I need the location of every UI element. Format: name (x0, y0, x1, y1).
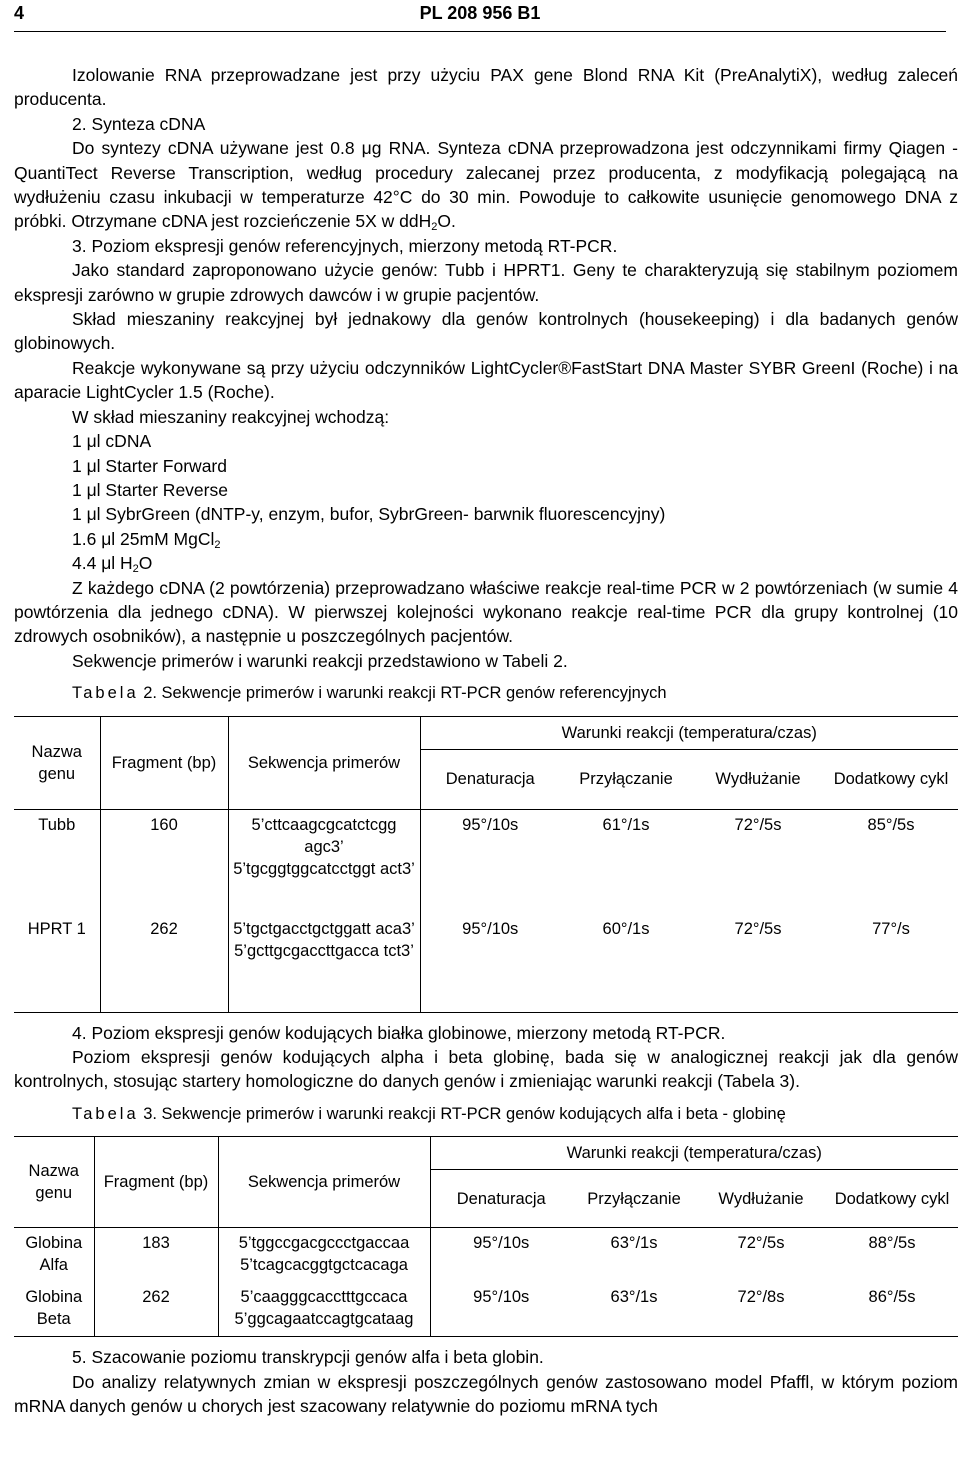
cell-fragment: 262 (100, 918, 228, 1013)
section-heading-2: 2. Synteza cDNA (72, 113, 206, 134)
cell-denaturation: 95°/10s (430, 1286, 572, 1337)
th-conditions: Warunki reakcji (temperatura/czas) (420, 716, 958, 749)
table-2-caption: Tabela 2. Sekwencje primerów i warunki reakcji RT-PCR genów referencyjnych (72, 684, 667, 703)
mix-item: 1 μl SybrGreen (dNTP-y, enzym, bufor, SybrGreen- barwnik fluorescencyjny) (72, 504, 666, 525)
th-extension: Wydłużanie (692, 749, 824, 809)
th-name: Nazwa genu (14, 716, 100, 809)
section-heading-5: 5. Szacowanie poziomu transkrypcji genów alfa i beta globin. (72, 1347, 544, 1368)
cell-fragment: 262 (94, 1286, 218, 1337)
th-extra-cycle: Dodatkowy cykl (826, 1170, 958, 1228)
cell-extra-cycle: 85°/5s (867, 815, 915, 834)
th-denaturation: Denaturacja (430, 1170, 572, 1228)
cell-annealing: 61°/1s (602, 815, 650, 834)
paragraph: Z każdego cDNA (2 powtórzenia) przeprowadzano właściwe reakcje real-time PCR w 2 powtórzeniach (w sumie 4 powtórzenia dla jednego cDNA). W pierwszej kolejności wykonano reakcje real-time PCR dla grupy kontrolnej (10 zdrowych osobników), a następnie u poszczególnych pacjentów. (14, 577, 958, 647)
cell-annealing: 60°/1s (560, 918, 692, 1013)
mix-item: 4.4 μl $H_2O$ (72, 553, 153, 576)
cell-denaturation: 95°/10s (420, 809, 560, 918)
mix-item: 1 μl Starter Forward (72, 455, 227, 476)
cell-gene: Tubb (14, 809, 100, 918)
cell-gene: HPRT 1 (14, 918, 100, 1013)
cell-sequence: 5’caagggcacctttgccaca 5’ggcagaatccagtgcataag (218, 1286, 430, 1337)
page-header (0, 0, 960, 34)
table-2 (14, 716, 958, 1013)
table-3 (14, 1136, 958, 1337)
mix-item: 1 μl cDNA (72, 431, 152, 452)
th-extension: Wydłużanie (696, 1170, 826, 1228)
th-sequence: Sekwencja primerów (218, 1137, 430, 1228)
mix-item: 1 μl Starter Reverse (72, 479, 228, 500)
paragraph: Do syntezy cDNA używane jest 0.8 μg RNA. Synteza cDNA przeprowadzona jest odczynnikami firmy Qiagen - QuantiTect Reverse Transcription, według procedury zalecanej przez producenta, z modyfikacją polegającą na wydłużeniu czasu inkubacji w temperaturze 42°C do 30 min. Powoduje to całkowite usunięcie genomowego DNA z próbki. Otrzymane cDNA jest rozcieńczenie 5X w ddH$_2$O. (14, 138, 958, 234)
th-annealing: Przyłączanie (560, 749, 692, 809)
cell-extra-cycle: 88°/5s (868, 1234, 916, 1253)
th-annealing: Przyłączanie (572, 1170, 696, 1228)
paragraph: Do analizy relatywnych zmian w ekspresji poszczególnych genów zastosowano model Pfaffl, w którym poziom mRNA danych genów u chorych jest szacowany relatywnie do poziomu mRNA tych (14, 1371, 958, 1416)
paragraph: Reakcje wykonywane są przy użyciu odczynników LightCycler®FastStart DNA Master SYBR GreenI (Roche) i na aparacie LightCycler 1.5 (Roche). (14, 357, 958, 403)
mix-item: 1.6 μl 25mM MgCl$_2$ (72, 528, 221, 551)
section-heading-4: 4. Poziom ekspresji genów kodujących białka globinowe, mierzony metodą RT-PCR. (72, 1022, 726, 1043)
cell-annealing: 63°/1s (572, 1286, 696, 1337)
mix-intro: W skład mieszaniny reakcyjnej wchodzą: (72, 406, 390, 427)
page-number: 4 (14, 3, 25, 23)
cell-extra-cycle: 86°/5s (826, 1286, 958, 1337)
th-denaturation: Denaturacja (420, 749, 560, 809)
cell-fragment: 160 (100, 809, 228, 918)
cell-extension: 72°/5s (692, 918, 824, 1013)
cell-extension: 72°/5s (734, 815, 782, 834)
header-rule (14, 31, 946, 32)
th-sequence: Sekwencja primerów (228, 716, 420, 809)
table-3-caption: Tabela 3. Sekwencje primerów i warunki reakcji RT-PCR genów kodujących alfa i beta - globinę (72, 1104, 786, 1123)
cell-sequence: 5’tggccgacgccctgaccaa 5’tcagcacggtgctcacaga (218, 1228, 430, 1287)
table-row (14, 1228, 958, 1287)
cell-sequence: 5’cttcaagcgcatctcgg agc3’ 5’tgcggtggcatcctggt act3’ (228, 809, 420, 918)
table-row (14, 809, 958, 918)
th-extra-cycle: Dodatkowy cykl (824, 749, 958, 809)
cell-denaturation: 95°/10s (420, 918, 560, 1013)
paragraph: Poziom ekspresji genów kodujących alpha i beta globinę, bada się w analogicznej reakcji jak dla genów kontrolnych, stosując startery homologiczne do danych genów i zmieniając warunki reakcji (Tabela 3). (14, 1046, 958, 1092)
table-row (14, 918, 958, 1013)
cell-extension: 72°/5s (737, 1234, 785, 1253)
paragraph: Skład mieszaniny reakcyjnej był jednakowy dla genów kontrolnych (housekeeping) i dla badanych genów globinowych. (14, 309, 958, 354)
th-fragment: Fragment (bp) (94, 1137, 218, 1228)
cell-extra-cycle: 77°/s (824, 918, 958, 1013)
patent-number: PL 208 956 B1 (419, 3, 541, 23)
th-fragment: Fragment (bp) (100, 716, 228, 809)
paragraph: Sekwencje primerów i warunki reakcji przedstawiono w Tabeli 2. (72, 650, 568, 671)
paragraph: Jako standard zaproponowano użycie genów: Tubb i HPRT1. Geny te charakteryzują się stabilnym poziomem ekspresji zarówno w grupie zdrowych dawców i w grupie pacjentów. (14, 260, 958, 305)
cell-gene: Globina Beta (14, 1286, 94, 1337)
cell-annealing: 63°/1s (610, 1234, 658, 1253)
cell-fragment: 183 (94, 1228, 218, 1287)
table-row (14, 1286, 958, 1337)
th-name: Nazwa genu (14, 1137, 94, 1228)
section-heading-3: 3. Poziom ekspresji genów referencyjnych, mierzony metodą RT-PCR. (72, 235, 618, 256)
th-conditions: Warunki reakcji (temperatura/czas) (430, 1137, 958, 1170)
document-body (14, 63, 958, 1418)
paragraph: Izolowanie RNA przeprowadzane jest przy użyciu PAX gene Blond RNA Kit (PreAnalytiX), według zaleceń producenta. (14, 65, 958, 110)
cell-gene: Globina Alfa (14, 1228, 94, 1287)
cell-extension: 72°/8s (696, 1286, 826, 1337)
cell-sequence: 5’tgctgacctgctggatt aca3’ 5’gcttgcgaccttgacca tct3’ (228, 918, 420, 1013)
cell-denaturation: 95°/10s (430, 1228, 572, 1287)
